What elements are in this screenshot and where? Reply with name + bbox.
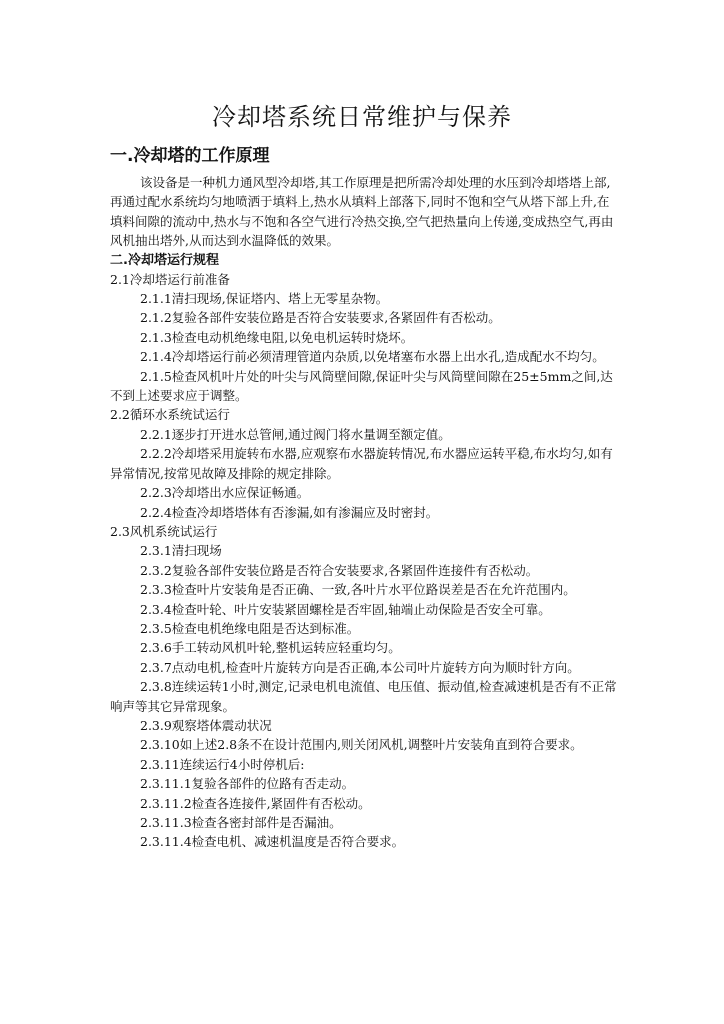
subsection-heading-2-1: 2.1冷却塔运行前准备: [110, 271, 230, 287]
list-item: 2.2.4检查冷却塔塔体有否渗漏,如有渗漏应及时密封。: [140, 504, 439, 520]
list-item: 2.3.11.3检查各密封部件是否漏油。: [140, 815, 342, 830]
list-item: 2.3.11.2检查各连接件,紧固件有否松动。: [140, 795, 371, 811]
list-item: 2.1.1清扫现场,保证塔内、塔上无零星杂物。: [140, 291, 389, 307]
list-item: 2.3.4检查叶轮、叶片安装紧固螺栓是否牢固,轴端止动保险是否安全可靠。: [140, 601, 551, 617]
list-item: 2.2.1逐步打开进水总管闸,通过阀门将水量调至额定值。: [140, 426, 451, 442]
section-1-paragraph: 该设备是一种机力通风型冷却塔,其工作原理是把所需冷却处理的水压到冷却塔塔上部,再通过配水系统均匀地喷洒于填料上,热水从填料上部落下,同时不饱和空气从塔下部上升,在填料间隙的流动中,热水与不饱和各空气进行冷热交换,空气把热量向上传递,变成热空气,再由风机抽出塔外,从而达到水温降低的效果。: [110, 175, 614, 249]
list-item: 2.3.1清扫现场: [140, 543, 222, 559]
list-item: 2.2.3冷却塔出水应保证畅通。: [140, 485, 310, 501]
list-item: 2.3.9观察塔体震动状况: [140, 717, 272, 733]
list-item: 2.2.2冷却塔采用旋转布水器,应观察布水器旋转情况,布水器应运转平稳,布水均匀,如有异常情况,按常见故障及排除的规定排除。: [110, 446, 613, 481]
subsection-heading-2-2: 2.2循环水系统试运行: [110, 407, 230, 423]
list-item: 2.3.3检查叶片安装角是否正确、一致,各叶片水平位路误差是否在允许范围内。: [140, 582, 576, 598]
list-item: 2.3.11.1复验各部件的位路有否走动。: [140, 776, 355, 792]
list-item: 2.3.6手工转动风机叶轮,整机运转应轻重均匀。: [140, 640, 401, 656]
section-heading-1: 一.冷却塔的工作原理: [110, 146, 270, 166]
document-body: [110, 143, 618, 852]
document-title: 冷却塔系统日常维护与保养: [212, 103, 512, 131]
list-item: 2.1.5检查风机叶片处的叶尖与风筒壁间隙,保证叶尖与风筒壁间隙在25±5mm之间,达不到上述要求应于调整。: [110, 368, 613, 404]
subsection-heading-2-3: 2.3风机系统试运行: [110, 523, 218, 539]
list-item: 2.3.7点动电机,检查叶片旋转方向是否正确,本公司叶片旋转方向为顺时针方向。: [140, 659, 580, 675]
list-item: 2.3.11连续运行4小时停机后:: [140, 756, 305, 772]
section-heading-2: 二.冷却塔运行规程: [110, 252, 219, 268]
list-item: 2.3.2复验各部件安装位路是否符合安装要求,各紧固件连接件有否松动。: [140, 562, 539, 578]
list-item: 2.3.5检查电机绝缘电阻是否达到标准。: [140, 620, 360, 636]
list-item: 2.3.8连续运转1小时,测定,记录电机电流值、电压值、振动值,检查减速机是否有不正常响声等其它异常现象。: [110, 679, 617, 714]
list-item: 2.3.10如上述2.8条不在设计范围内,则关闭风机,调整叶片安装角直到符合要求。: [140, 737, 583, 753]
list-item: 2.1.3检查电动机绝缘电阻,以免电机运转时烧坏。: [140, 329, 414, 345]
list-item: 2.3.11.4检查电机、减速机温度是否符合要求。: [140, 834, 405, 850]
list-item: 2.1.2复验各部件安装位路是否符合安装要求,各紧固件有否松动。: [140, 310, 501, 326]
list-item: 2.1.4冷却塔运行前必须清理管道内杂质,以免堵塞布水器上出水孔,造成配水不均匀。: [140, 349, 605, 365]
